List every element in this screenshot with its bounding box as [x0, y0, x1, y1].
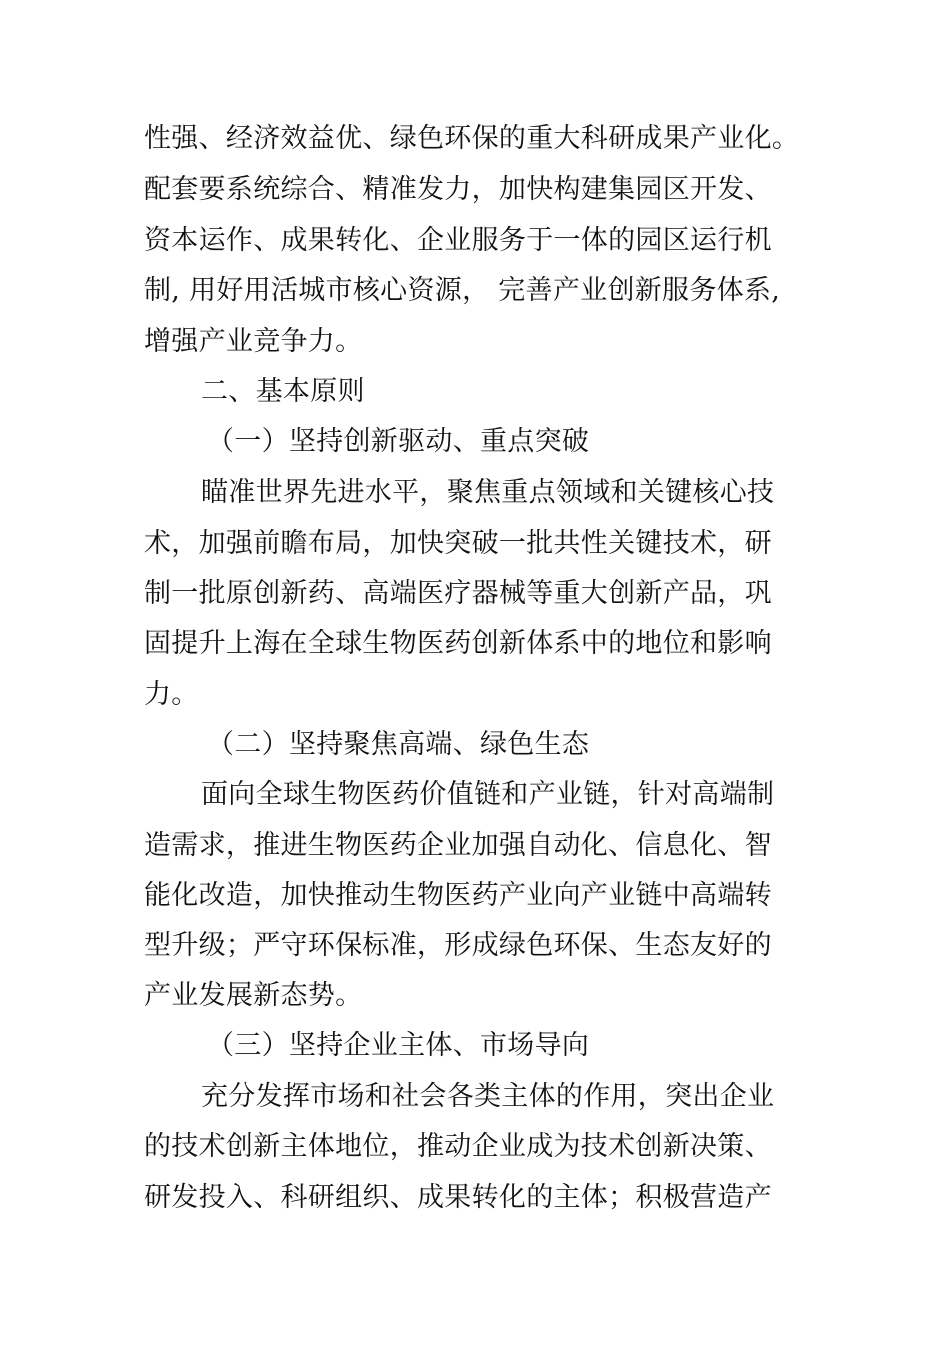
paragraph-line: 充分发挥市场和社会各类主体的作用，突出企业: [201, 1081, 775, 1112]
paragraph-line: 制一批原创新药、高端医疗器械等重大创新产品，巩: [144, 578, 772, 609]
paragraph-line: 配套要系统综合、精准发力，加快构建集园区开发、: [144, 174, 772, 205]
subsection-heading: （三）坚持企业主体、市场导向: [207, 1030, 590, 1061]
paragraph-line: 型升级；严守环保标准，形成绿色环保、生态友好的: [144, 930, 772, 961]
paragraph-line: 产业发展新态势。: [144, 980, 363, 1011]
paragraph-line: 能化改造，加快推动生物医药产业向产业链中高端转: [144, 880, 772, 911]
paragraph-line: 固提升上海在全球生物医药创新体系中的地位和影响: [144, 628, 772, 659]
section-heading: 二、基本原则: [201, 376, 365, 407]
paragraph-line: 术，加强前瞻布局，加快突破一批共性关键技术，研: [144, 528, 772, 559]
paragraph-line: 制, 用好用活城市核心资源， 完善产业创新服务体系,: [144, 275, 781, 306]
subsection-heading: （一）坚持创新驱动、重点突破: [207, 426, 590, 457]
paragraph-line: 研发投入、科研组织、成果转化的主体；积极营造产: [144, 1182, 772, 1213]
paragraph-line: 造需求，推进生物医药企业加强自动化、信息化、智: [144, 830, 772, 861]
paragraph-line: 瞄准世界先进水平，聚焦重点领域和关键核心技: [201, 477, 775, 508]
paragraph-line: 增强产业竞争力。: [144, 326, 363, 357]
paragraph-line: 资本运作、成果转化、企业服务于一体的园区运行机: [144, 225, 772, 256]
subsection-heading: （二）坚持聚焦高端、绿色生态: [207, 729, 590, 760]
paragraph-line: 面向全球生物医药价值链和产业链，针对高端制: [201, 779, 775, 810]
paragraph-line: 性强、经济效益优、绿色环保的重大科研成果产业化。: [144, 123, 800, 154]
paragraph-line: 的技术创新主体地位，推动企业成为技术创新决策、: [144, 1131, 772, 1162]
paragraph-line: 力。: [144, 679, 199, 710]
